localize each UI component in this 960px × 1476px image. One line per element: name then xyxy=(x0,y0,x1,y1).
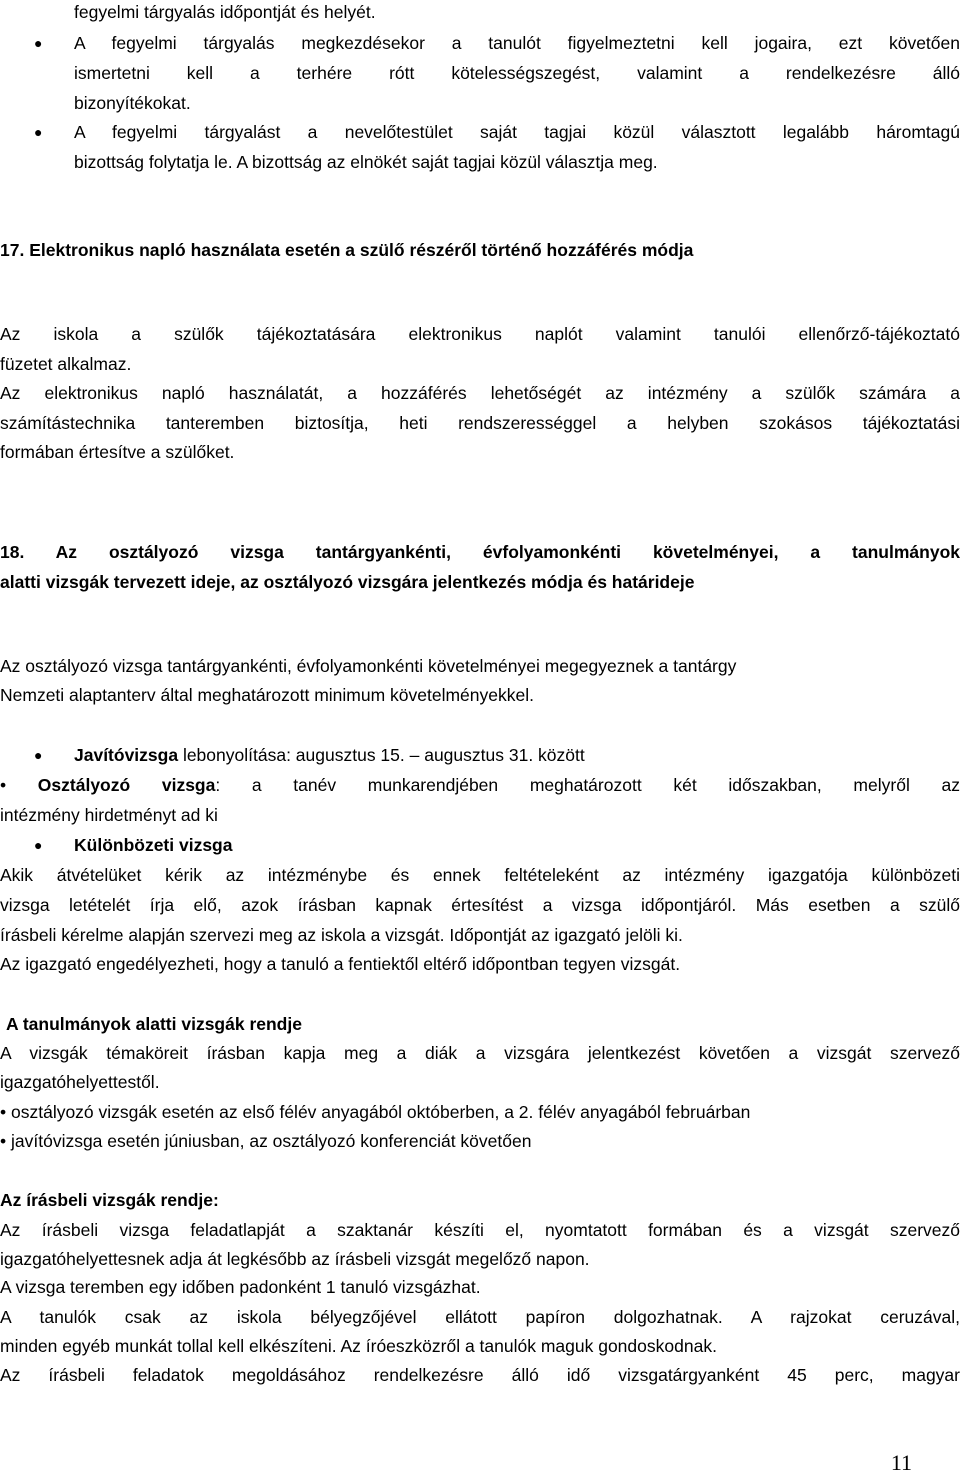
text-line: A tanulók csak az iskola bélyegzőjével ellátott papíron dolgozhatnak. A rajzokat ceruzával, xyxy=(0,1307,960,1327)
bullet-icon: ● xyxy=(34,124,43,140)
text-line: számítástechnika tanteremben biztosítja, heti rendszerességgel a helyben szokásos tájékoztatási xyxy=(0,413,960,433)
text-line: vizsga letételét írja elő, azok írásban kapnak értesítést a vizsga időpontjáról. Más esetben a szülő xyxy=(0,895,960,915)
text-line: Az osztályozó vizsga tantárgyankénti, évfolyamonkénti követelményei megegyeznek a tantárgy xyxy=(0,656,737,676)
text-line: Az elektronikus napló használatát, a hozzáférés lehetőségét az intézmény a szülők számára a xyxy=(0,383,960,403)
list-item: • osztályozó vizsgák esetén az első félév anyagából októberben, a 2. félév anyagából februárban xyxy=(0,1102,751,1122)
subheading-irasbeli: Az írásbeli vizsgák rendje: xyxy=(0,1190,219,1210)
text-line: füzetet alkalmaz. xyxy=(0,354,132,374)
text-line: Az igazgató engedélyezheti, hogy a tanuló a fentiektől eltérő időpontban tegyen vizsgát. xyxy=(0,954,681,974)
text-line: A fegyelmi tárgyalás megkezdésekor a tanulót figyelmeztetni kell jogaira, ezt követően xyxy=(74,33,960,53)
section-heading-18: 18. Az osztályozó vizsga tantárgyankénti, évfolyamonkénti követelményei, a tanulmányok xyxy=(0,542,960,562)
list-item: • javítóvizsga esetén júniusban, az osztályozó konferenciát követően xyxy=(0,1131,532,1151)
text-run: : a tanév munkarendjében meghatározott két időszakban, melyről az xyxy=(215,775,960,795)
text-line: Nemzeti alaptanterv által meghatározott minimum követelményekkel. xyxy=(0,685,534,705)
bullet-osztalyozo xyxy=(0,774,960,796)
text-line: Az írásbeli vizsga feladatlapját a szaktanár készíti el, nyomtatott formában és a vizsgát szervező xyxy=(0,1220,960,1240)
term-bold: Javítóvizsga xyxy=(74,745,179,765)
text-run: lebonyolítása: augusztus 15. – augusztus 31. között xyxy=(178,745,585,765)
section-heading-17: 17. Elektronikus napló használata esetén a szülő részéről történő hozzáférés módja xyxy=(0,240,694,260)
text-line: fegyelmi tárgyalás időpontját és helyét. xyxy=(74,2,376,22)
text-line: formában értesítve a szülőket. xyxy=(0,442,235,462)
text-line: Az írásbeli feladatok megoldásához rendelkezésre álló idő vizsgatárgyanként 45 perc, magyar xyxy=(0,1365,960,1385)
bullet-icon: ● xyxy=(34,747,43,763)
text-line: A fegyelmi tárgyalást a nevelőtestület saját tagjai közül választott legalább háromtagú xyxy=(74,122,960,142)
text-line: bizonyítékokat. xyxy=(74,93,191,113)
text-line: minden egyéb munkát tollal kell elkészíteni. Az íróeszközről a tanulók maguk gondoskodnak. xyxy=(0,1336,717,1356)
text-line: Akik átvételüket kérik az intézménybe és ennek feltételeként az intézmény igazgatója különbözeti xyxy=(0,865,960,885)
bullet-icon: ● xyxy=(34,35,43,51)
text-line: Az iskola a szülők tájékoztatására elektronikus naplót valamint tanulói ellenőrző-tájékoztató xyxy=(0,324,960,344)
bullet-javitovizsga xyxy=(74,744,960,766)
bullet-icon: ● xyxy=(34,837,43,853)
text-line: ismertetni kell a terhére rótt kötelességszegést, valamint a rendelkezésre álló xyxy=(74,63,960,83)
text-line: A vizsgák témaköreit írásban kapja meg a diák a vizsgára jelentkezést követően a vizsgát szervező xyxy=(0,1043,960,1063)
term-bold: Osztályozó vizsga xyxy=(37,775,216,795)
page-number: 11 xyxy=(890,1450,912,1475)
text-line: intézmény hirdetményt ad ki xyxy=(0,805,218,825)
subheading-tanulmanyok: A tanulmányok alatti vizsgák rendje xyxy=(6,1014,302,1034)
text-line: igazgatóhelyettestől. xyxy=(0,1072,160,1092)
text-line: A vizsga teremben egy időben padonként 1 tanuló vizsgázhat. xyxy=(0,1277,481,1297)
bullet-dot: • xyxy=(0,775,38,795)
text-line: írásbeli kérelme alapján szervezi meg az iskola a vizsgát. Időpontját az igazgató jelöli ki. xyxy=(0,925,683,945)
text-line: bizottság folytatja le. A bizottság az elnökét saját tagjai közül választja meg. xyxy=(74,152,658,172)
bullet-kulonbozeti: Különbözeti vizsga xyxy=(74,835,233,855)
section-heading-18-cont: alatti vizsgák tervezett ideje, az osztályozó vizsgára jelentkezés módja és határideje xyxy=(0,572,695,592)
text-line: igazgatóhelyettesnek adja át legkésőbb az írásbeli vizsgát megelőző napon. xyxy=(0,1249,590,1269)
